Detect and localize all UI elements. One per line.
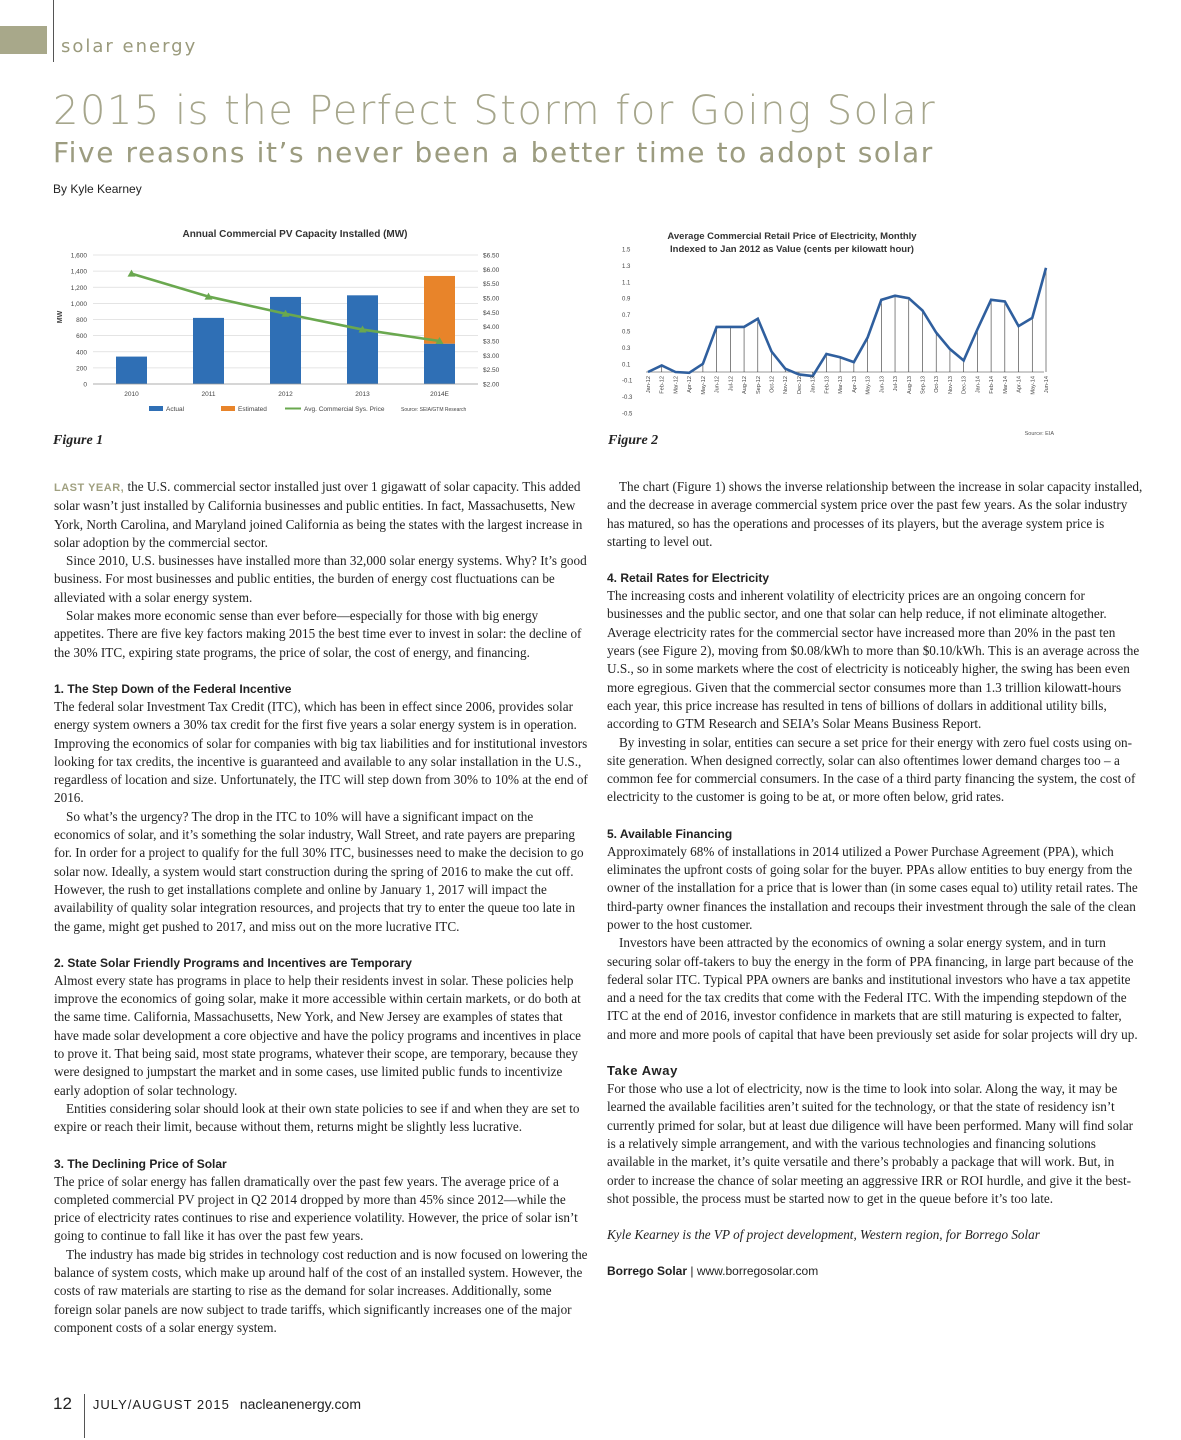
x-tick-label: 2013 [355, 391, 370, 398]
paragraph: By investing in solar, entities can secure a set price for their energy with zero fuel costs using on-site generation. When designed correctly, solar can also oftentimes lower demand charges too – a common fee for commercial consumers. In the case of a third party financing the system, the cost of electricity to the customer is going to be at, or more often below, grid rates. [607, 734, 1136, 805]
bar-actual [116, 357, 147, 384]
x-tick-label: Sep-12 [755, 376, 762, 395]
figure-1-chart [53, 222, 511, 420]
x-tick-label: Mar-12 [673, 376, 680, 394]
paragraph: The chart (Figure 1) shows the inverse relationship between the increase in solar capacity installed, and the decrease in average commercial system price over the past few years. As the solar industry has matured, so has the operations and processes of its players, but the average system price is starting to level out. [607, 479, 1143, 549]
y2-tick-label: $3.50 [483, 338, 500, 346]
issue-date: JULY/AUGUST 2015 [92, 1397, 230, 1412]
y-tick-label: 1,600 [70, 252, 87, 260]
lead-in: LAST YEAR, [54, 482, 125, 494]
y2-tick-label: $5.00 [483, 295, 500, 303]
y2-tick-label: $4.00 [483, 324, 500, 332]
paragraph: LAST YEAR, the U.S. commercial sector installed just over 1 gigawatt of solar capacity. This added solar wasn’t just installed by California businesses and public entities. In fact, Massachusetts, New York, North Carolina, and Maryland joined California as being the states with the largest increase in solar adoption by the commercial sector. [54, 479, 583, 550]
capacity-bar-chart [53, 222, 511, 420]
chart-subtitle: Indexed to Jan 2012 as Value (cents per kilowatt hour) [670, 244, 914, 255]
legend-label: Actual [166, 406, 185, 413]
y2-tick-label: $4.50 [483, 309, 500, 317]
y2-tick-label: $3.00 [483, 352, 500, 360]
x-tick-label: Apr-13 [851, 376, 858, 393]
y-tick-label: 400 [76, 349, 87, 357]
y-tick-label: -0.5 [622, 411, 633, 418]
chart-source: Source: EIA [1024, 431, 1054, 437]
legend-label: Estimated [238, 406, 267, 413]
x-tick-label: Oct-12 [769, 376, 776, 393]
section-heading: 4. Retail Rates for Electricity [607, 571, 770, 586]
x-tick-label: Jun-13 [879, 376, 886, 394]
y2-tick-label: $5.50 [483, 281, 500, 289]
byline: By Kyle Kearney [53, 182, 142, 196]
y-tick-label: 600 [76, 333, 87, 341]
chart-title: Annual Commercial PV Capacity Installed (MW) [182, 229, 408, 240]
x-tick-label: Jul-12 [728, 376, 735, 392]
author-bio: Kyle Kearney is the VP of project development, Western region, for Borrego Solar [607, 1227, 1040, 1243]
company-credit: Borrego Solar | www.borregosolar.com [607, 1264, 819, 1279]
y-tick-label: -0.1 [622, 378, 633, 385]
x-tick-label: Sep-13 [920, 376, 927, 395]
x-tick-label: Jan-14 [975, 376, 982, 394]
x-tick-label: Aug-12 [742, 376, 749, 395]
company-name: Borrego Solar [607, 1264, 688, 1279]
page-footer [53, 1394, 361, 1438]
paragraph: The federal solar Investment Tax Credit (ITC), which has been in effect since 2006, provides solar energy system owners a 30% tax credit for the first five years a solar energy system is in operation. Improving the economics of solar for companies with big tax liabilities and for institutional investors looking for tax credits, the incentive is guaranteed and available to any solar installation in the U.S., regardless of location and size. Unfortunately, the ITC will step down from 30% to 10% at the end of 2016. [54, 698, 588, 806]
x-tick-label: Apr-14 [1016, 376, 1023, 393]
section-label: solar energy [61, 36, 198, 57]
y-tick-label: 1.1 [622, 280, 631, 287]
footer-divider [84, 1394, 85, 1438]
section-heading: 3. The Declining Price of Solar [54, 1156, 227, 1171]
y2-tick-label: $6.50 [483, 252, 500, 260]
x-tick-label: May-14 [1030, 376, 1037, 395]
y2-tick-label: $2.50 [483, 367, 500, 375]
bar-actual [193, 318, 224, 384]
x-tick-label: Nov-12 [783, 376, 790, 395]
chart-title: Average Commercial Retail Price of Electricity, Monthly [667, 231, 917, 242]
x-tick-label: May-13 [865, 376, 872, 395]
figure-2-caption: Figure 2 [608, 433, 659, 448]
y-tick-label: 0.5 [622, 329, 631, 336]
series-line [648, 268, 1046, 376]
y-tick-label: 1.3 [622, 263, 631, 270]
x-tick-label: Mar-13 [838, 376, 845, 394]
x-tick-label: Jan-12 [646, 376, 652, 394]
x-tick-label: Feb-14 [989, 376, 996, 394]
paragraph: For those who use a lot of electricity, now is the time to look into solar. Along the way, it may be learned the available facilities aren’t suited for the technology, or that the state of residency isn’t currently primed for solar, but at least due diligence will have been performed. Many will find solar is a relatively simple arrangement, and with the various technologies and financing solutions available in the market, it’s quite versatile and there’s probably a package that will work. But, in order to increase the chance of solar meeting an aggressive IRR or ROI hurdle, and give it the best-shot possible, the process must be started now to get in the queue before it’s too late. [607, 1081, 1134, 1206]
article-subtitle: Five reasons it’s never been a better time to adopt solar [53, 136, 934, 169]
y2-tick-label: $6.00 [483, 266, 500, 274]
x-tick-label: Dec-12 [796, 376, 803, 395]
paragraph: Solar makes more economic sense than ever before—especially for those with big energy appetites. There are five key factors making 2015 the best time ever to invest in solar: the decline of the 30% ITC, expiring state programs, the price of solar, the cost of energy, and financing. [54, 608, 582, 660]
y2-tick-label: $2.00 [483, 381, 500, 389]
section-color-block [0, 26, 47, 54]
x-tick-label: Oct-13 [934, 376, 941, 393]
bar-actual [424, 344, 455, 384]
y-tick-label: 1,400 [70, 268, 87, 276]
paragraph: Since 2010, U.S. businesses have installed more than 32,000 solar energy systems. Why? It’s good business. For most businesses and public entities, the burden of energy cost fluctuations can be alleviated with a solar energy system. [54, 553, 587, 605]
bar-estimated [424, 276, 455, 344]
x-tick-label: Feb-12 [659, 376, 666, 394]
paragraph: The increasing costs and inherent volatility of electricity prices are an ongoing concern for businesses and the public sector, and one that solar can help reduce, if not eliminate altogether. Average electricity rates for the commercial sector have increased more than 20% in the past ten years (see Figure 2), moving from $0.08/kWh to more than $0.10/kWh. This is an average across the U.S., so in some markets where the cost of electricity is noticeably higher, the swing has been even more egregious. Given that the commercial sector consumes more than 1.3 trillion kilowatt-hours each year, this price increase has resulted in tens of billions of dollars in additional utility bills, according to GTM Research and SEIA’s Solar Means Business Report. [607, 588, 1140, 732]
x-tick-label: Jun-12 [714, 376, 721, 394]
y-tick-label: 0.1 [622, 362, 631, 369]
right-column [607, 478, 1143, 1281]
y-tick-label: 1,200 [70, 284, 87, 292]
page-number: 12 [53, 1394, 72, 1413]
section-heading: 1. The Step Down of the Federal Incentive [54, 681, 292, 696]
y-tick-label: 0 [83, 381, 87, 389]
section-heading: 2. State Solar Friendly Programs and Incentives are Temporary [54, 955, 412, 970]
figure-1-caption: Figure 1 [53, 433, 104, 448]
left-column [54, 478, 588, 1337]
paragraph: Approximately 68% of installations in 2014 utilized a Power Purchase Agreement (PPA), which eliminates the upfront costs of going solar for the buyer. PPAs allow entities to buy energy from the owner of the installation for a price that is lower than (in some cases equal to) utility retail rates. The third-party owner finances the installation and recoups their investment through the sale of the clean power to the host customer. [607, 843, 1138, 932]
x-tick-label: 2010 [124, 391, 139, 398]
y-tick-label: 200 [76, 365, 87, 373]
legend-swatch-estimated [221, 406, 235, 411]
x-tick-label: Apr-12 [687, 376, 694, 393]
x-tick-label: Jun-14 [1044, 376, 1050, 394]
x-tick-label: Aug-13 [906, 376, 913, 395]
y-axis-label: MW [57, 310, 64, 324]
paragraph: Entities considering solar should look at their own state policies to see if and when they are set to expire or reach their limit, because without them, returns might be slightly less lucrative. [54, 1100, 580, 1135]
y-tick-label: -0.3 [622, 395, 633, 402]
paragraph: Almost every state has programs in place to help their residents invest in solar. These policies help improve the economics of going solar, make it more accessible within certain markets, or do both at the same time. California, Massachusetts, New York, and New Jersey are examples of states that have made solar development a core objective and have the policy programs and incentives in place to prove it. That being said, most state programs, whatever their scope, are temporary, because they were designed to jumpstart the market and in some cases, use limited public funds to incentivize early adoption of solar technology. [54, 972, 581, 1098]
x-tick-label: 2012 [278, 391, 293, 398]
x-tick-label: 2011 [201, 391, 216, 398]
y-tick-label: 0.3 [622, 345, 631, 352]
paragraph: So what’s the urgency? The drop in the ITC to 10% will have a significant impact on the economics of solar, and it’s something the solar industry, Wall Street, and rate payers are preparing for. In order for a project to qualify for the full 30% ITC, businesses need to make the decision to go solar now. Ideally, a system would start construction during the spring of 2016 to make the cut off. However, the rush to get installations complete and online by January 1, 2017 will impact the availability of quality solar integration resources, and projects that try to enter the queue too late in the game, might get pushed to 2017, and miss out on the more lucrative ITC. [54, 808, 584, 934]
y-tick-label: 800 [76, 317, 87, 324]
article-title: 2015 is the Perfect Storm for Going Solar [53, 88, 937, 134]
x-tick-label: May-12 [700, 376, 707, 395]
y-tick-label: 0.7 [622, 313, 631, 320]
x-tick-label: Jul-13 [893, 376, 900, 392]
section-divider [53, 0, 54, 62]
paragraph: The industry has made big strides in technology cost reduction and is now focused on lowering the balance of system costs, which make up around half of the cost of an installed system. However, the costs of raw materials are starting to rise as the demand for solar increases. Additionally, some foreign solar panels are now subject to trade tariffs, which significantly increases one of the major component costs of a solar energy system. [54, 1246, 588, 1335]
publication-site[interactable]: nacleanenergy.com [239, 1396, 361, 1412]
company-url[interactable]: www.borregosolar.com [696, 1264, 819, 1279]
section-heading: 5. Available Financing [607, 826, 733, 841]
x-tick-label: Mar-14 [1002, 376, 1009, 394]
chart-source: Source: SEIA/GTM Research [401, 407, 467, 413]
x-tick-label: Dec-13 [961, 376, 968, 395]
y-tick-label: 0.9 [622, 296, 631, 303]
x-tick-label: Jan-13 [810, 376, 817, 394]
x-tick-label: Feb-13 [824, 376, 831, 394]
figure-2-chart [608, 222, 1062, 440]
paragraph: The price of solar energy has fallen dramatically over the past few years. The average price of a completed commercial PV project in Q2 2014 dropped by more than 45% since 2012—while the price of electricity rates continues to rise and experience volatility. However, the price of solar isn’t going to continue to fall like it has over the past few years. [54, 1173, 578, 1244]
x-tick-label: 2014E [430, 391, 449, 398]
bar-actual [347, 295, 378, 384]
paragraph: Investors have been attracted by the economics of owning a solar energy system, and in turn securing solar off-takers to buy the energy in the form of PPA financing, in large part because of the federal solar ITC. Typical PPA owners are banks and institutional investors who have a tax appetite and a need for the tax credits that come with the Federal ITC. With the impending stepdown of the ITC at the end of 2016, investor confidence in markets that are still maturing is expected to falter, and more and more pools of capital that have been previously set aside for solar projects will dry up. [607, 935, 1138, 1042]
legend-swatch-actual [149, 406, 163, 411]
electricity-price-line-chart [608, 222, 1062, 440]
section-heading: Take Away [607, 1063, 678, 1079]
y-tick-label: 1.5 [622, 247, 631, 254]
legend-label: Avg. Commercial Sys. Price [304, 406, 385, 413]
y-tick-label: 1,000 [70, 300, 87, 308]
x-tick-label: Nov-13 [947, 376, 954, 395]
